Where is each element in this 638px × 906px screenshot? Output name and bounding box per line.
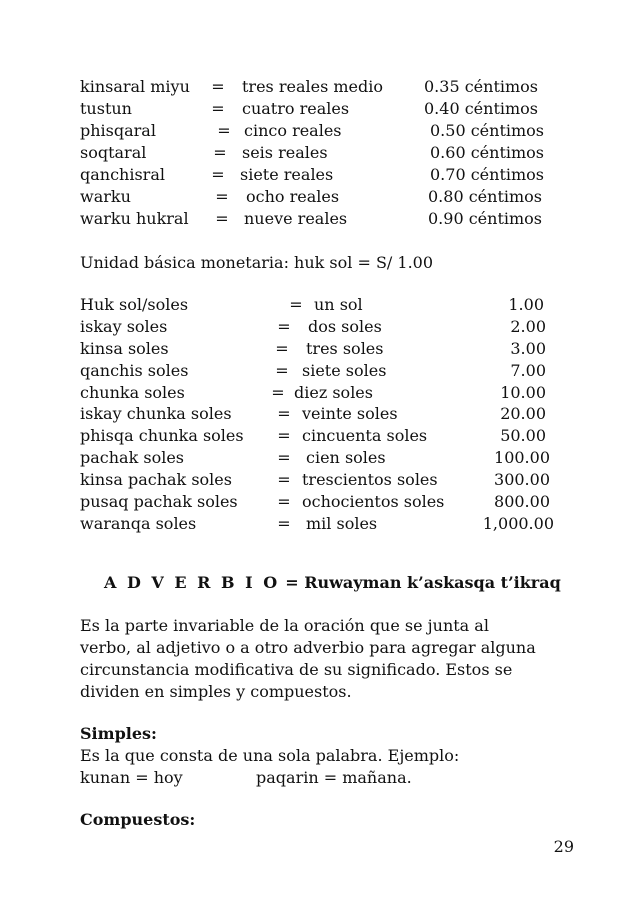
spanish-term: cincuenta soles (302, 426, 428, 445)
equals-sign: = (217, 121, 231, 140)
amount: 0.60 céntimos (430, 143, 545, 162)
equals-sign: = (271, 383, 285, 402)
equals-sign: = (211, 77, 225, 96)
example-line (80, 768, 570, 788)
quechua-term: kinsa soles (80, 339, 169, 358)
equals-sign: = (211, 99, 225, 118)
spanish-term: seis reales (242, 143, 328, 162)
spanish-term: siete reales (240, 165, 334, 184)
quechua-term: kinsa pachak soles (80, 470, 232, 489)
amount: 3.00 (510, 339, 546, 358)
spanish-term: tres reales medio (242, 77, 384, 96)
basic-unit-line: Unidad básica monetaria: huk sol = S/ 1.00 (80, 253, 434, 272)
equals-sign: = (215, 187, 229, 206)
spanish-term: siete soles (302, 361, 387, 380)
amount: 0.40 céntimos (424, 99, 539, 118)
equals-sign: = (275, 339, 289, 358)
quechua-term: pachak soles (80, 448, 185, 467)
paragraph-line: dividen en simples y compuestos. (80, 682, 352, 701)
example-hoy: kunan = hoy (80, 768, 183, 787)
quechua-term: soqtaral (80, 143, 147, 162)
spanish-term: cinco reales (244, 121, 342, 140)
equals-sign: = (213, 143, 227, 162)
paragraph-line: verbo, al adjetivo o a otro adverbio para agregar alguna (80, 638, 536, 657)
amount: 0.80 céntimos (428, 187, 543, 206)
amount: 800.00 (494, 492, 550, 511)
spanish-term: cien soles (306, 448, 386, 467)
quechua-term: phisqa chunka soles (80, 426, 244, 445)
amount: 20.00 (500, 404, 546, 423)
simples-text: Es la que consta de una sola palabra. Ejemplo: (80, 746, 460, 765)
quechua-term: waranqa soles (80, 514, 197, 533)
equals-sign: = (211, 165, 225, 184)
quechua-term: qanchis soles (80, 361, 189, 380)
spanish-term: nueve reales (244, 209, 348, 228)
section-heading (104, 573, 561, 593)
spanish-term: veinte soles (302, 404, 398, 423)
equals-sign: = (277, 470, 291, 489)
spanish-term: ocho reales (246, 187, 340, 206)
page-number: 29 (553, 837, 574, 856)
spanish-term: cuatro reales (242, 99, 350, 118)
quechua-term: pusaq pachak soles (80, 492, 238, 511)
equals-sign: = (277, 404, 291, 423)
amount: 1.00 (508, 295, 544, 314)
paragraph-line: circunstancia modificativa de su significado. Estos se (80, 660, 513, 679)
amount: 0.90 céntimos (428, 209, 543, 228)
equals-sign: = (275, 361, 289, 380)
equals-sign: = (277, 514, 291, 533)
example-manana: paqarin = mañana. (256, 768, 412, 787)
simples-heading: Simples: (80, 724, 157, 743)
compuestos-heading: Compuestos: (80, 810, 196, 829)
quechua-term: Huk sol/soles (80, 295, 189, 314)
spanish-term: mil soles (306, 514, 378, 533)
section-title: A D V E R B I O (104, 573, 280, 592)
spanish-term: diez soles (294, 383, 373, 402)
paragraph-line: Es la parte invariable de la oración que se junta al (80, 616, 489, 635)
equals-sign: = (277, 492, 291, 511)
equals-sign: = (277, 448, 291, 467)
quechua-term: phisqaral (80, 121, 156, 140)
amount: 0.70 céntimos (430, 165, 545, 184)
section-title-translation: = Ruwayman k’askasqa t’ikraq (279, 573, 561, 592)
amount: 50.00 (500, 426, 546, 445)
spanish-term: tres soles (306, 339, 384, 358)
amount: 7.00 (510, 361, 546, 380)
amount: 0.35 céntimos (424, 77, 539, 96)
quechua-term: iskay soles (80, 317, 168, 336)
spanish-term: trescientos soles (302, 470, 438, 489)
equals-sign: = (277, 426, 291, 445)
amount: 2.00 (510, 317, 546, 336)
quechua-term: kinsaral miyu (80, 77, 190, 96)
spanish-term: ochocientos soles (302, 492, 445, 511)
spanish-term: un sol (314, 295, 363, 314)
quechua-term: warku hukral (80, 209, 189, 228)
equals-sign: = (277, 317, 291, 336)
quechua-term: chunka soles (80, 383, 185, 402)
amount: 0.50 céntimos (430, 121, 545, 140)
spanish-term: dos soles (308, 317, 382, 336)
amount: 100.00 (494, 448, 550, 467)
equals-sign: = (215, 209, 229, 228)
quechua-term: tustun (80, 99, 132, 118)
amount: 300.00 (494, 470, 550, 489)
amount: 10.00 (500, 383, 546, 402)
quechua-term: warku (80, 187, 131, 206)
amount: 1,000.00 (482, 514, 554, 533)
quechua-term: qanchisral (80, 165, 165, 184)
equals-sign: = (289, 295, 303, 314)
quechua-term: iskay chunka soles (80, 404, 232, 423)
